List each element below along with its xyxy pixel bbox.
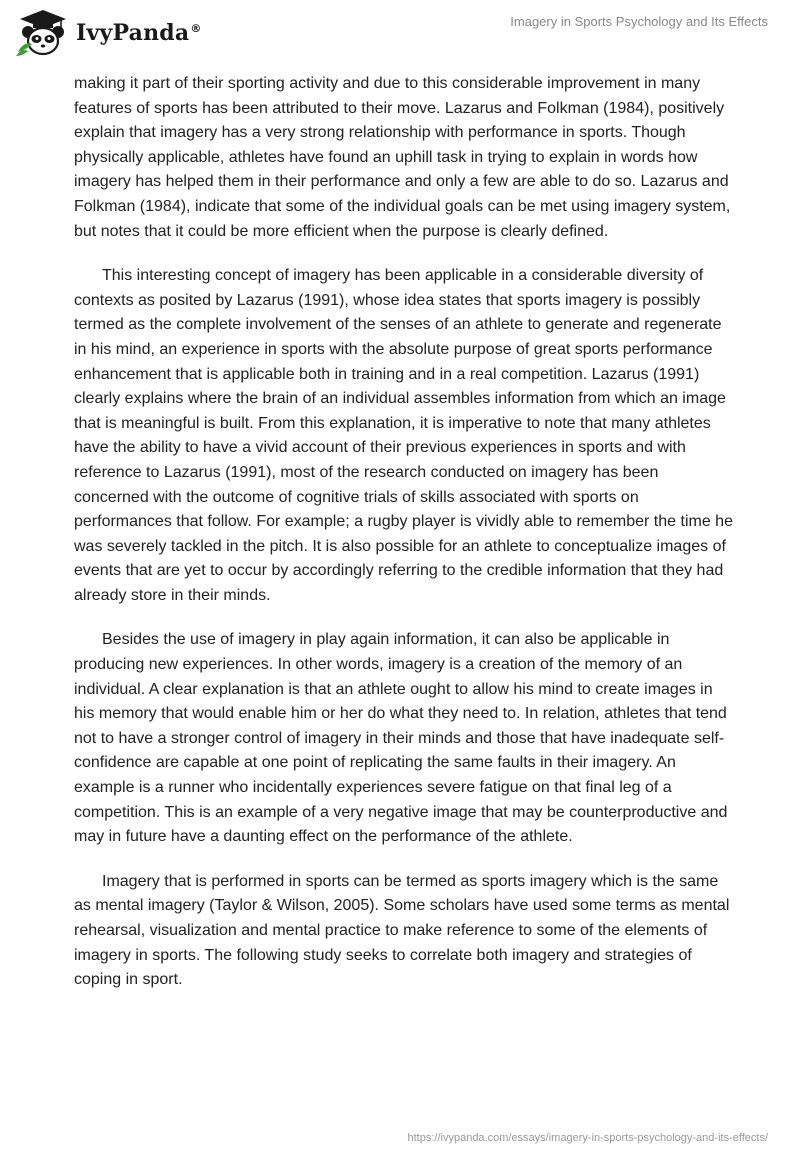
brand-logo[interactable] [14, 8, 202, 58]
paragraph-2: This interesting concept of imagery has been applicable in a considerable diversity of contexts as posited by Lazarus (1991), whose idea states that sports imagery is possibly termed as the complete involvement of the senses of an athlete to generate and regenerate in his mind, an experience in sports with the absolute purpose of great sports performance enhancement that is applicable both in training and in a real competition. Lazarus (1991) clearly explains where the brain of an individual assembles information from which an image that is meaningful is built. From this explanation, it is imperative to note that many athletes have the ability to have a vivid account of their previous experiences in sports and with reference to Lazarus (1991), most of the research conducted on imagery has been concerned with the outcome of cognitive trials of skills associated with sports on performances that follow. For example; a rugby player is vividly able to remember the time he was severely tackled in the pitch. It is also possible for an athlete to conceptualize images of events that are yet to occur by accordingly referring to the credible information that they had already store in their minds. [74, 267, 733, 604]
essay-body [74, 72, 734, 1013]
paragraph-4: Imagery that is performed in sports can be termed as sports imagery which is the same as mental imagery (Taylor & Wilson, 2005). Some scholars have used some terms as mental rehearsal, visualization and mental practice to make reference to some of the elements of imagery in sports. The following study seeks to correlate both imagery and strategies of coping in sport. [74, 872, 730, 989]
source-url[interactable]: https://ivypanda.com/essays/imagery-in-sports-psychology-and-its-effects/ [407, 1132, 768, 1144]
panda-graduate-icon [14, 8, 72, 58]
paragraph-3: Besides the use of imagery in play again information, it can also be applicable in producing new experiences. In other words, imagery is a creation of the memory of an individual. A clear explanation is that an athlete ought to allow his mind to create images in his memory that would enable him or her do what they need to. In relation, athletes that tend not to have a stronger control of imagery in their minds and those that have inadequate self-confidence are capable at one point of replicating the same faults in their imagery. An example is a runner who incidentally experiences severe fatigue on that final leg of a competition. This is an example of a very negative image that may be counterproductive and may in future have a daunting effect on the performance of the athlete. [74, 631, 728, 846]
document-title: Imagery in Sports Psychology and Its Effects [510, 14, 768, 29]
registered-mark: ® [190, 21, 202, 35]
paragraph-1: making it part of their sporting activity and due to this considerable improvement in many features of sports has been attributed to their move. Lazarus and Folkman (1984), positively explain that imagery has a very strong relationship with performance in sports. Though physically applicable, athletes have found an uphill task in trying to explain in words how imagery has helped them in their performance and only a few are able to do so. Lazarus and Folkman (1984), indicate that some of the individual goals can be met using imagery system, but notes that it could be more efficient when the purpose is clearly defined. [74, 75, 731, 240]
brand-name: IvyPanda® [76, 20, 202, 46]
page-header [0, 0, 800, 70]
